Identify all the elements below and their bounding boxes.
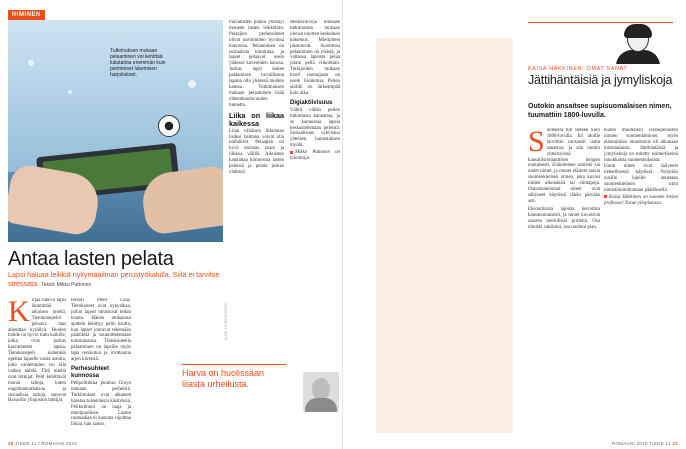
column-text: Päivätusten puuha yhdistyi moneen lasten leikkeihin. Pelaajien perhesuhteet olivat useimmiten hyvässä kunnossa. Pelaaminen on sosiaalista toimintaa, ja lapset pelaavat usein yhdessä kavereiden kanssa. Joskus lapsi kokee pelaamisen turvallisena tapana olla yhdessä muiden kanssa. Tutkimuksen mukaan pelaaminen lisää yhteenkuuluvuuden tunnetta. [229,20,284,108]
avatar-body [616,50,660,64]
bullet-icon [290,151,293,154]
byline: Teksti: Mikko Puttonen [41,282,92,288]
column-text: irjaa lukeva lapsi lämmittää aikuisen mieltä. Tietokonepeliä pelaava taas aiheuttaa kyräilyä. Huolen hohde on hyvin tuttu kaikille, jotka ovat joskus kasvattaneet lapsia. Tietokonepeli kuitenkin opettaa lapselle uusia asioita, joita vanhempien voi olla vaikea nähdä. Tätä mieltä ovat tutkijat. Pelit kehittävät monia taitoja, kuten ongelmanratkaisua ja sosiaalisia taitoja, sanovat Havardin yliopiston tutkijat. [8,298,66,404]
avatar-hair [624,24,652,38]
column-text: uomesta tuli tieteen kieli 1800-luvulla. Eri aloille tarvittiin runsaasti uutta sanastoa, ja sitä luotiin yhteistyössä kansallisromanttisen hengen mukaisesti. Eläintieteen nimistö sai uudet nimet, ja monet eläimet saivat suomenkielisen nimen, joka kuvasi niiden ulkonäköä tai elintapoja. Onnistuneimmat nimet ovat säilyneet käytössä tähän päivään asti. [528,128,600,204]
column-text: Pelipolitiikka puuttuu Grayn mukaan perheistä. Tutkimukset ovat alkaneet haastaa toisenlaisia käsityksiä. Pelikulttuuri on laaja ja monipuolinen. Lasten ruutuaikaa ei kannata rajoittaa liikaa, hän sanoo. [71,380,131,428]
football-icon [158,115,180,137]
column-text: Kuten muidenkin vierasperäisten nimien suomentaminen, myös eläinnimien muodostus oli aikanaan kiistanalaista. Jättihäntäisiä ja jymyliskoja on esitetty esimerkkeinä innokkaista suomennoksista. [604,128,678,163]
column-body-1 [528,128,600,438]
dropcap: K [8,298,30,328]
signoff-text: Mikko Puttonen on toimittaja. [290,150,340,162]
column-text: fessori Peter Gray. Tietokoneet ovat nykyaikaa, joihin lapset tutustuvat leikin kautta. Hänen mukaansa ajattelu kehittyy pelin kautta, kun lapset joutuvat tekemään päätöksiä ja suunnittelemaan toimintaansa. Tietokoneella pelaaminen on lapsille myös tapa rentoutua ja irrottautua arjen kiireistä. [71,298,131,363]
bokeh-dot [68,90,72,94]
lead-text: Lapsi haluaa leikkiä nykymaailman perustyökalulla. Siitä ei tarvitse stressata. [8,270,220,288]
column-rule [528,22,673,23]
subheading: Liika on liikaa kaikessa [229,110,284,128]
photo-credit: KUVA: ISTOCKPHOTO [224,303,228,340]
article-headline: Antaa lasten pelata [8,248,174,270]
column-kicker: KAISA HÄKKINEN: OMAT SANAT [528,66,628,72]
column-title: Jättihäntäisiä ja jymyliskoja [528,73,673,87]
page-number: 20 [8,441,14,446]
bullet-icon [604,195,607,198]
column-text: Useat nimet ovat säilyneet tieteellisessä käytössä. Nykyään uusille lajeille annetaan suomenkielinen nimi nimistötoimikunnan päätöksellä. [604,164,678,194]
dropcap: S [528,128,545,158]
page-folio-left [8,441,77,446]
bokeh-dot [28,60,34,66]
subheading: Digiaktiivisuus [290,99,333,106]
columnist-avatar [610,24,666,64]
article-lead [8,270,238,290]
column-text: Eksoottisista lajeista kerrottiin kansanomaisesti, ja nimet kuvasivat otusten merkillisiä piirteitä. Osa nimistä vakiintui, osa unohtui pian. [528,206,600,230]
author-shoulders [305,398,337,412]
author-face [312,378,330,400]
pull-quote [178,360,290,394]
section-tab: IHMINEN [8,10,45,20]
column-text: Mediavalvoja ilmaisee tutkimusten mukaan olevan nuorten keskeinen kokemus. Mielipiteet jakautuvat. Suomessa pelaaminen on yleistä, ja valtaosa lapsista pelaa jotain peliä viikoittain. Tutkijoiden mukaan huoli ruutuajasta on usein liioiteltua. Pelien sisältö on tärkeämpää kuin aika. [290,20,340,96]
article-column-2 [71,298,131,438]
article-column-1 [8,298,66,438]
column-deck: Outokin ansaitsee supisuomalaisen nimen, tuumattiin 1800-luvulla. [528,103,672,119]
page-folio-right [612,441,678,446]
bokeh-dot [188,80,196,88]
hero-photo [8,20,223,242]
pull-quote-text: Harva on huolissaan liiasta urheilusta. [182,368,265,389]
pull-quote-rule [182,364,286,365]
page-number: 21 [672,441,678,446]
sidebar-box [376,38,513,433]
article-column-4 [290,20,340,350]
subheading: Perhesuhteet kunnossa [71,365,110,379]
folio-text: ROMAANI 2015 TIEDE 11 [611,441,671,446]
author-signoff [604,195,678,207]
folio-text: TIEDE 11 / ROMAANI 2015 [15,441,78,446]
author-photo [303,372,339,412]
column-text: Välttä vähän pelien tutkimusta kannattaa, ja se kannustaa lapsia keskustelemaan peleistä. Sosiaalisuus vahvistuu yhteisen harrastuksen myötä. [290,107,340,149]
signoff-text: Kaisa Häkkinen on suomen kielen professori Turun yliopistossa. [604,194,678,206]
column-text: Liian vähäisen liikunnan lisäksi haittana voivat olla unihäiriöt. Pelaajien on hyvä muistaa tauot ja liikkua välillä. Aikuisten kannattaa kiinnostua lasten peleistä ja pelata joskus yhdessä. [229,128,284,175]
photo-caption: Tutkimuksen mukaan pelaaminen voi kehittää lukutaitoa enemmän kuin perinteiset lukemisen harjoitukset. [110,48,166,78]
column-body-2 [604,128,678,438]
author-signoff [290,150,340,162]
